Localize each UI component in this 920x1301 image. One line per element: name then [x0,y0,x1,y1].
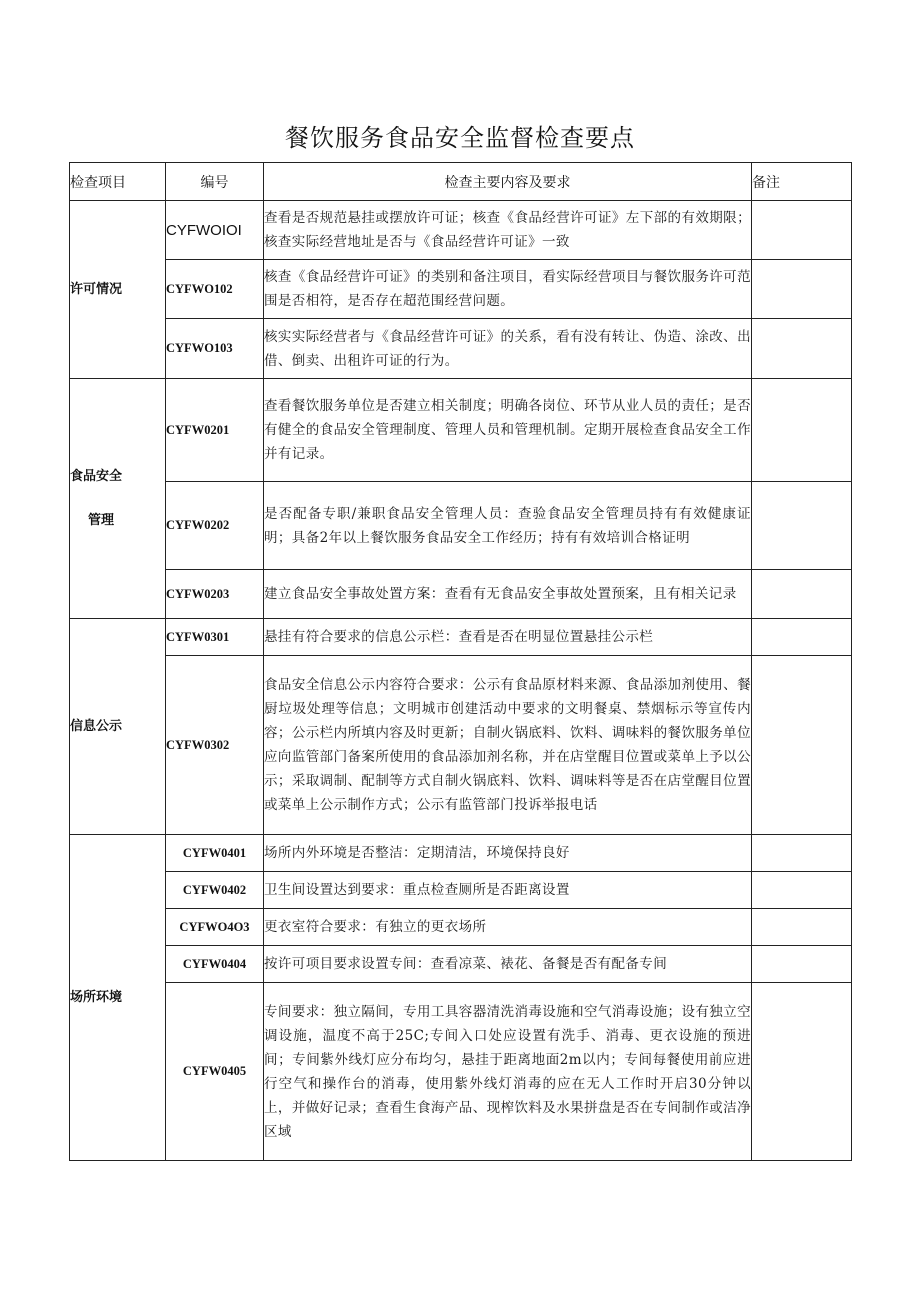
table-row [70,319,852,379]
header-note: 备注 [752,163,852,201]
table-row [70,872,852,909]
code-cell: CYFW0202 [166,482,264,570]
category-info-disclosure: 信息公示 [70,619,166,835]
category-line-2: 管理 [88,512,115,528]
note-cell [752,379,852,482]
note-cell [752,835,852,872]
code-cell: CYFW0203 [166,570,264,619]
table-row [70,482,852,570]
note-cell [752,872,852,909]
category-line-1: 食品安全 [70,468,123,484]
note-cell [752,946,852,983]
content-cell: 卫生间设置达到要求：重点检查厕所是否距离设置 [264,872,752,909]
content-cell: 核查《食品经营许可证》的类别和备注项目，看实际经营项目与餐饮服务许可范围是否相符，是否存在超范围经营问题。 [264,260,752,319]
content-cell: 建立食品安全事故处置方案：查看有无食品安全事故处置预案，且有相关记录 [264,570,752,619]
table-row [70,619,852,656]
code-cell: CYFWO102 [166,260,264,319]
table-row [70,201,852,260]
table-row [70,835,852,872]
category-premises-environment: 场所环境 [70,835,166,1161]
content-cell: 悬挂有符合要求的信息公示栏：查看是否在明显位置悬挂公示栏 [264,619,752,656]
note-cell [752,570,852,619]
code-cell: CYFW0402 [166,872,264,909]
note-cell [752,319,852,379]
header-item: 检查项目 [70,163,166,201]
content-cell: 食品安全信息公示内容符合要求：公示有食品原材料来源、食品添加剂使用、餐厨垃圾处理等信息；文明城市创建活动中要求的文明餐桌、禁烟标示等宣传内容；公示栏内所填内容及时更新；自制火锅底料、饮料、调味料的餐饮服务单位应向监管部门备案所使用的食品添加剂名称，并在店堂醒目位置或菜单上予以公示；采取调制、配制等方式自制火锅底料、饮料、调味料等是否在店堂醒目位置或菜单上公示制作方式；公示有监管部门投诉举报电话 [264,656,752,835]
content-cell: 专间要求：独立隔间，专用工具容器清洗消毒设施和空气消毒设施；设有独立空调设施，温度不高于25C;专间入口处应设置有洗手、消毒、更衣设施的预进间；专间紫外线灯应分布均匀，悬挂于距离地面2m以内；专间每餐使用前应进行空气和操作台的消毒，使用紫外线灯消毒的应在无人工作时开启30分钟以上，并做好记录；查看生食海产品、现榨饮料及水果拼盘是否在专间制作或洁净区域 [264,983,752,1161]
content-cell: 核实实际经营者与《食品经营许可证》的关系，看有没有转让、伪造、涂改、出借、倒卖、出租许可证的行为。 [264,319,752,379]
note-cell [752,909,852,946]
content-cell: 查看是否规范悬挂或摆放许可证；核查《食品经营许可证》左下部的有效期限；核查实际经营地址是否与《食品经营许可证》一致 [264,201,752,260]
note-cell [752,260,852,319]
code-cell: CYFW0301 [166,619,264,656]
table-header-row [70,163,852,201]
note-cell [752,656,852,835]
content-cell: 查看餐饮服务单位是否建立相关制度；明确各岗位、环节从业人员的责任；是否有健全的食品安全管理制度、管理人员和管理机制。定期开展检查食品安全工作并有记录。 [264,379,752,482]
header-code: 编号 [166,163,264,201]
code-cell: CYFW0404 [166,946,264,983]
code-cell: CYFW0201 [166,379,264,482]
table-row [70,983,852,1161]
code-cell: CYFWO103 [166,319,264,379]
content-cell: 是否配备专职/兼职食品安全管理人员：查验食品安全管理员持有有效健康证明；具备2年以上餐饮服务食品安全工作经历；持有有效培训合格证明 [264,482,752,570]
content-cell: 更衣室符合要求：有独立的更衣场所 [264,909,752,946]
table-row [70,570,852,619]
note-cell [752,983,852,1161]
header-content: 检查主要内容及要求 [264,163,752,201]
code-cell: CYFW0405 [166,983,264,1161]
code-cell: CYFWOIOI [166,201,264,260]
inspection-table [69,162,852,1161]
document-title: 餐饮服务食品安全监督检查要点 [285,124,635,152]
note-cell [752,619,852,656]
code-cell: CYFW0302 [166,656,264,835]
content-cell: 场所内外环境是否整洁：定期清洁，环境保持良好 [264,835,752,872]
code-cell: CYFWO4O3 [166,909,264,946]
category-license: 许可情况 [70,201,166,379]
content-cell: 按许可项目要求设置专间：查看凉菜、裱花、备餐是否有配备专间 [264,946,752,983]
table-row [70,909,852,946]
note-cell [752,482,852,570]
code-cell: CYFW0401 [166,835,264,872]
note-cell [752,201,852,260]
table-row [70,260,852,319]
table-row [70,946,852,983]
category-food-safety-management [70,379,166,619]
table-row [70,656,852,835]
table-row [70,379,852,482]
